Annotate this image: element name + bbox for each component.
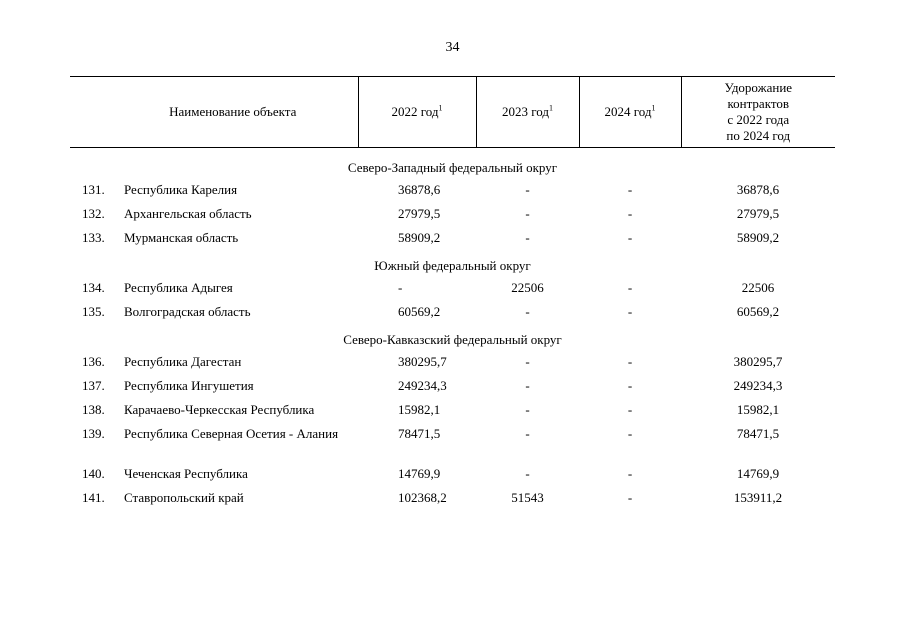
value-2024: - [627, 490, 633, 505]
table-row [70, 350, 835, 374]
value-2023: - [525, 230, 530, 245]
row-number: 134. [82, 280, 105, 295]
value-2022: 78471,5 [398, 426, 441, 441]
object-name: Мурманская область [124, 230, 239, 245]
section-row [70, 250, 835, 276]
table-row [70, 462, 835, 486]
value-2022: 58909,2 [398, 230, 441, 245]
table-row [70, 422, 835, 462]
value-2023: - [525, 206, 530, 221]
value-increase: 14769,9 [736, 466, 780, 481]
value-2022: 36878,6 [398, 182, 441, 197]
header-increase: Удорожание контрактов с 2022 года по 2024 год [681, 77, 835, 148]
value-2022: 60569,2 [398, 304, 441, 319]
row-number: 139. [82, 426, 105, 441]
object-name: Ставропольский край [124, 490, 244, 505]
value-2022: - [398, 280, 403, 295]
table-row [70, 374, 835, 398]
header-object-name: Наименование объекта [70, 77, 358, 148]
value-increase: 15982,1 [736, 402, 780, 417]
row-number: 135. [82, 304, 105, 319]
value-2022: 27979,5 [398, 206, 441, 221]
value-increase: 78471,5 [736, 426, 780, 441]
table-row [70, 226, 835, 250]
value-increase: 153911,2 [733, 490, 783, 505]
value-increase: 36878,6 [736, 182, 780, 197]
section-title: Северо-Западный федеральный округ [347, 160, 558, 175]
section-title: Южный федеральный округ [374, 258, 531, 273]
value-2024: - [627, 402, 633, 417]
table-header [70, 77, 835, 148]
row-number: 131. [82, 182, 105, 197]
table-row [70, 398, 835, 422]
value-2023: - [525, 402, 530, 417]
object-name: Карачаево-Черкесская Республика [124, 402, 315, 417]
page-number: 34 [445, 40, 460, 55]
value-increase: 22506 [741, 280, 775, 295]
value-2024: - [627, 280, 633, 295]
section-row [70, 148, 835, 179]
value-2024: - [627, 182, 633, 197]
value-2024: - [627, 466, 633, 481]
header-2022: 2022 год$^1$ [358, 77, 476, 148]
value-2022: 102368,2 [398, 490, 447, 505]
row-number: 140. [82, 466, 105, 481]
table-body [70, 148, 835, 511]
table-row [70, 276, 835, 300]
value-increase: 380295,7 [733, 354, 783, 369]
object-name: Республика Северная Осетия - Алания [124, 426, 339, 441]
value-2024: - [627, 354, 633, 369]
row-number: 132. [82, 206, 105, 221]
value-2024: - [627, 230, 633, 245]
value-2023: - [525, 466, 530, 481]
row-number: 141. [82, 490, 105, 505]
value-increase: 249234,3 [733, 378, 783, 393]
value-2023: - [525, 354, 530, 369]
value-2023: - [525, 304, 530, 319]
value-2023: - [525, 426, 530, 441]
header-2023: 2023 год$^1$ [476, 77, 579, 148]
value-increase: 58909,2 [736, 230, 780, 245]
value-increase: 27979,5 [736, 206, 780, 221]
object-name: Чеченская Республика [124, 466, 248, 481]
value-2024: - [627, 304, 633, 319]
section-title: Северо-Кавказский федеральный округ [343, 332, 562, 347]
value-2024: - [627, 426, 633, 441]
value-2023: 22506 [511, 280, 544, 295]
value-increase: 60569,2 [736, 304, 780, 319]
object-name: Республика Карелия [124, 182, 238, 197]
table-row [70, 202, 835, 226]
value-2024: - [627, 206, 633, 221]
table-row [70, 178, 835, 202]
value-2023: - [525, 182, 530, 197]
value-2022: 380295,7 [398, 354, 447, 369]
value-2022: 15982,1 [398, 402, 441, 417]
header-2024: 2024 год$^1$ [579, 77, 681, 148]
object-name: Республика Ингушетия [124, 378, 254, 393]
row-number: 138. [82, 402, 105, 417]
row-number: 133. [82, 230, 105, 245]
object-name: Архангельская область [124, 206, 252, 221]
object-name: Республика Адыгея [124, 280, 233, 295]
value-2024: - [627, 378, 633, 393]
object-name: Волгоградская область [124, 304, 251, 319]
value-2023: - [525, 378, 530, 393]
row-number: 136. [82, 354, 105, 369]
object-name: Республика Дагестан [124, 354, 242, 369]
value-2023: 51543 [511, 490, 544, 505]
table-row [70, 486, 835, 510]
section-row [70, 324, 835, 350]
contracts-table [70, 76, 835, 510]
row-number: 137. [82, 378, 105, 393]
table-row [70, 300, 835, 324]
value-2022: 14769,9 [398, 466, 441, 481]
value-2022: 249234,3 [398, 378, 447, 393]
